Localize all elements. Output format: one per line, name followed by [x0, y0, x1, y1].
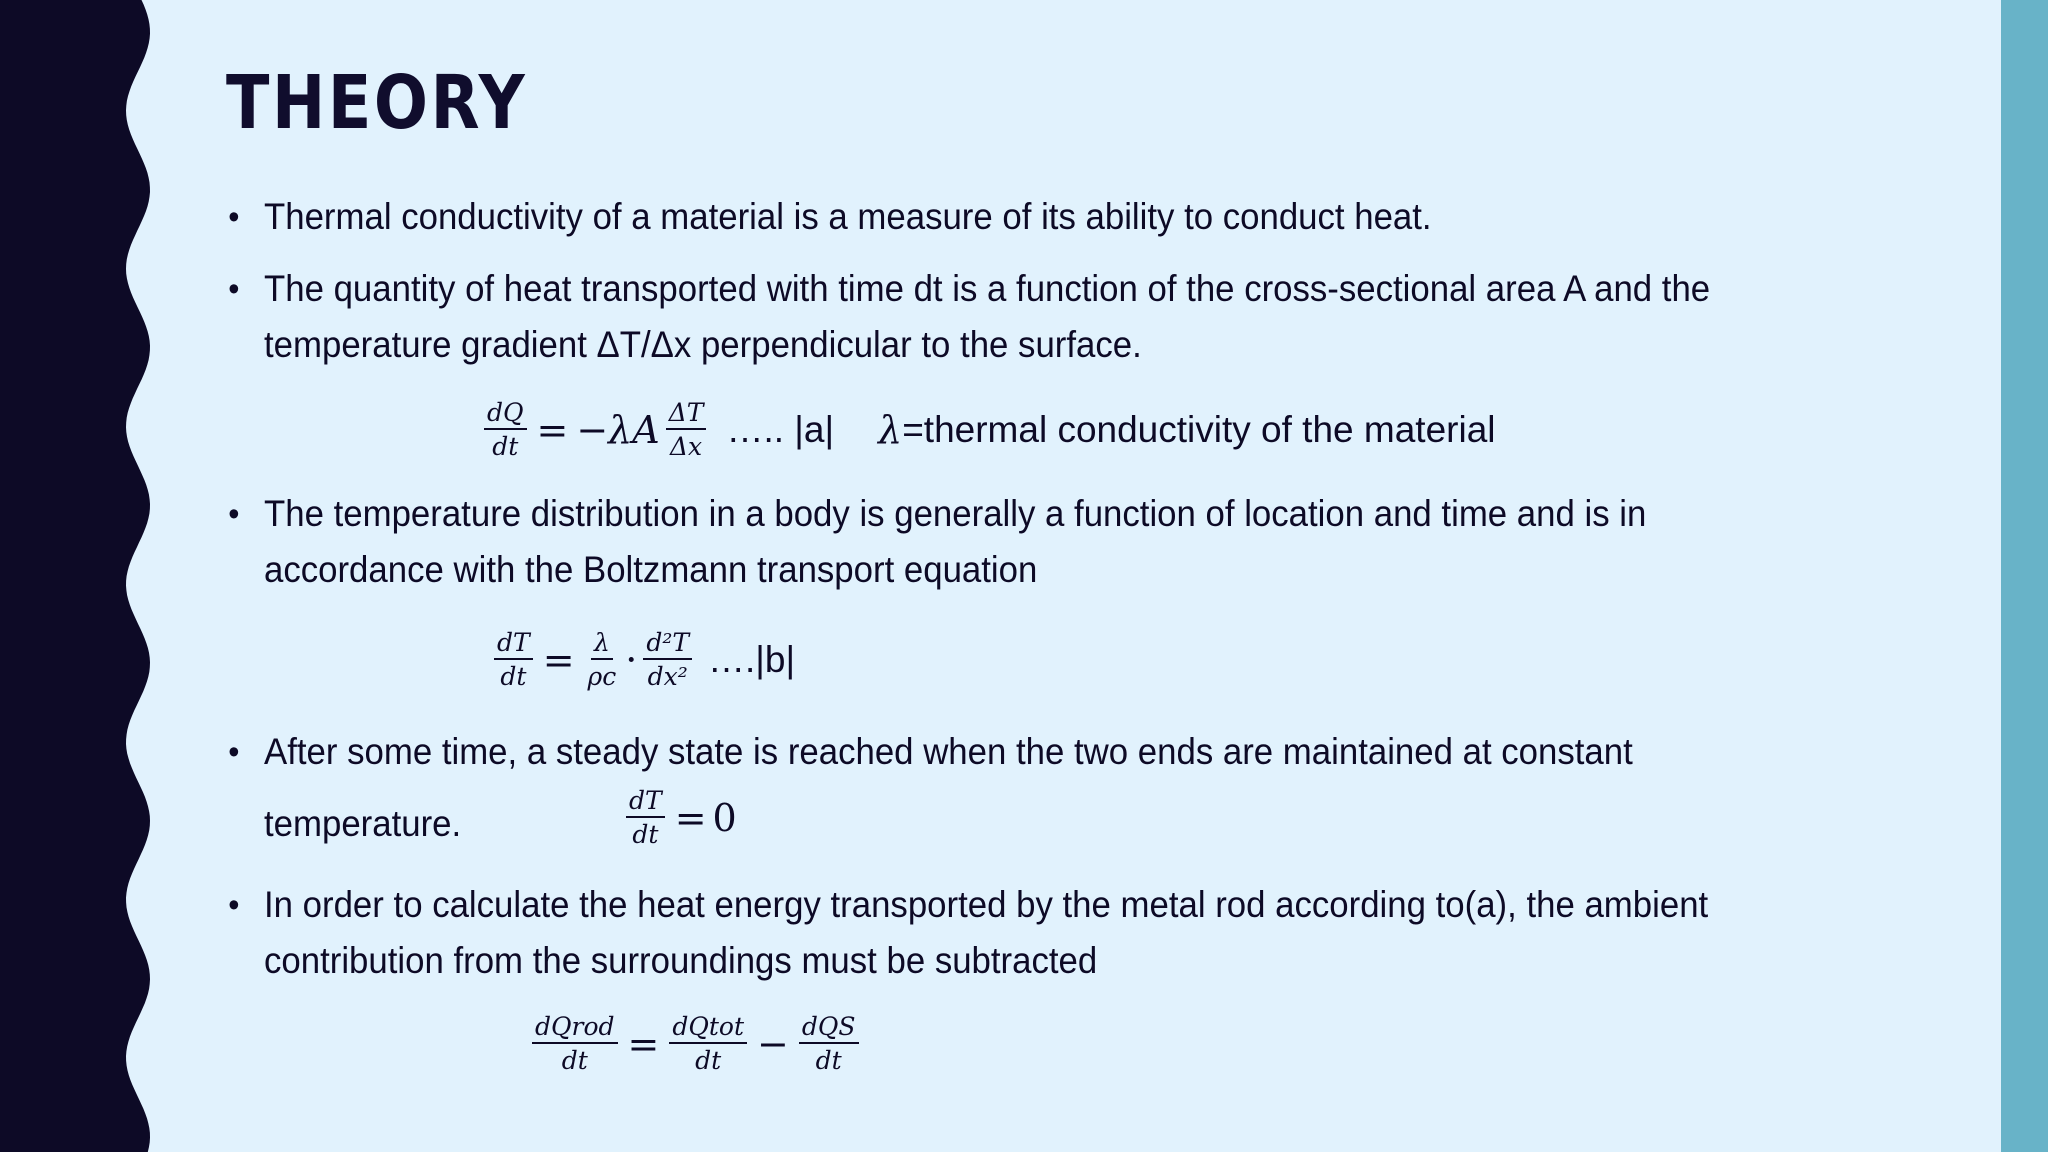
- bullet-dot: •: [228, 270, 240, 308]
- bullet-1: [228, 189, 1787, 245]
- eq-c-rhs: 0: [712, 796, 737, 840]
- eq-d-f1-den: dt: [695, 1046, 722, 1075]
- eq-a-lambda: λ: [878, 408, 903, 452]
- eq-b-f1-num: λ: [591, 628, 613, 660]
- bullet-4-text: After some time, a steady state is reached when the two ends are maintained at constant: [264, 731, 1633, 772]
- eq-d-lhs-fraction: [532, 1012, 618, 1076]
- eq-d-lhs-den: dt: [561, 1046, 588, 1075]
- eq-b-lhs-den: dt: [500, 662, 527, 691]
- equation-a: [480, 398, 1496, 462]
- slide-title: THEORY: [226, 60, 528, 146]
- eq-a-middle: −λA: [576, 408, 660, 452]
- eq-c-lhs-fraction: [626, 786, 665, 850]
- eq-a-label: ….. |a|: [726, 409, 835, 450]
- bullet-dot: •: [228, 733, 240, 771]
- eq-d-lhs-num: dQrod: [532, 1012, 618, 1044]
- eq-d-f1-fraction: [669, 1012, 747, 1076]
- bullet-4: [228, 724, 1787, 780]
- bullet-5: [228, 877, 1787, 989]
- eq-b-equals: =: [542, 638, 575, 682]
- eq-d-f2-fraction: [799, 1012, 859, 1076]
- equation-b: [490, 628, 795, 692]
- eq-a-rhs-fraction: [666, 398, 707, 462]
- eq-b-dot: ·: [625, 638, 638, 682]
- eq-d-f2-num: dQS: [799, 1012, 859, 1044]
- eq-a-equals: =: [536, 408, 569, 452]
- bullet-5-text: In order to calculate the heat energy transported by the metal rod according to(a), the ambient contribution from the surroundings must be subtracted: [264, 884, 1709, 981]
- eq-b-lhs-num: dT: [494, 628, 533, 660]
- bullet-1-text: Thermal conductivity of a material is a measure of its ability to conduct heat.: [264, 196, 1432, 237]
- equation-c: [622, 786, 737, 850]
- bullet-3-text: The temperature distribution in a body is generally a function of location and time and is in accordance with the Boltzmann transport equation: [264, 493, 1647, 590]
- eq-d-f2-den: dt: [815, 1046, 842, 1075]
- equation-d: [528, 1012, 863, 1076]
- bullet-dot: •: [228, 495, 240, 533]
- eq-a-lhs-num: dQ: [484, 398, 527, 430]
- left-wave-decoration: [0, 0, 160, 1152]
- eq-d-f1-num: dQtot: [669, 1012, 747, 1044]
- bullet-2: [228, 261, 1787, 373]
- eq-c-equals: =: [674, 796, 707, 840]
- eq-a-lhs-fraction: [484, 398, 527, 462]
- bullet-dot: •: [228, 198, 240, 236]
- eq-d-minus: −: [757, 1022, 789, 1066]
- eq-b-f1-den: ρc: [587, 662, 617, 691]
- eq-a-rhs-num: ΔT: [666, 398, 707, 430]
- eq-a-note: =thermal conductivity of the material: [902, 409, 1496, 450]
- eq-b-f1-fraction: [585, 628, 620, 692]
- bullet-4-continuation: [264, 796, 1787, 852]
- bullet-dot: •: [228, 886, 240, 924]
- eq-c-lhs-den: dt: [632, 820, 659, 849]
- bullet-2-text: The quantity of heat transported with time dt is a function of the cross-sectional area A and the temperature gradient ΔT/Δx perpendicular to the surface.: [264, 268, 1711, 365]
- bullet-3: [228, 486, 1787, 598]
- eq-a-lhs-den: dt: [492, 432, 519, 461]
- eq-b-f2-fraction: [643, 628, 692, 692]
- eq-d-equals: =: [627, 1022, 660, 1066]
- bullet-4-text-line2: temperature.: [264, 803, 462, 844]
- eq-b-f2-den: dx²: [647, 662, 688, 691]
- eq-b-label: ….|b|: [708, 639, 796, 680]
- eq-c-lhs-num: dT: [626, 786, 665, 818]
- eq-b-f2-num: d²T: [643, 628, 692, 660]
- right-accent-band: [2001, 0, 2048, 1152]
- eq-b-lhs-fraction: [494, 628, 533, 692]
- eq-a-rhs-den: Δx: [670, 432, 703, 461]
